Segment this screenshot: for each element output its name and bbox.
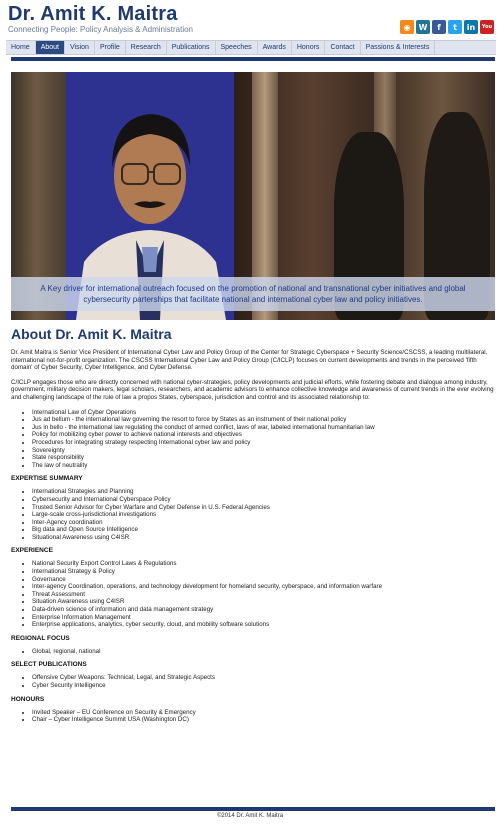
experience-heading: EXPERIENCE <box>11 547 53 555</box>
iclp-paragraph: C/ICLP engages those who are directly concerned with national cyber-strategies, policy developments and judicial efforts, while fostering debate and dialogue among industry, government, military decision makers, legal scholars, researchers, and academic advisors to enhance collective knowledge and awareness of current trends in the ever evolving and challenging landscape of the rule of law a propos States, cyberspace, jurisdiction and control and its associated relationship to: <box>11 378 494 401</box>
main-content <box>11 326 495 730</box>
experience-list <box>32 560 495 628</box>
list-item: • Situation Awareness using C4ISR <box>32 598 495 606</box>
list-item: • Inter-Agency coordination <box>32 519 495 527</box>
regional-focus-list <box>32 648 495 656</box>
twitter-icon[interactable]: t <box>448 20 462 34</box>
site-tagline: Connecting People: Policy Analysis & Administration <box>8 25 193 34</box>
list-item: • Inter-agency Coordination, operations, and technology development for homeland security, cyberspace, and information warfare <box>32 583 495 591</box>
list-item: • Big data and Open Source Intelligence <box>32 526 495 534</box>
nav-honors[interactable]: Honors <box>292 41 326 54</box>
topics-list <box>32 409 495 470</box>
list-item: • International Strategies and Planning <box>32 488 495 496</box>
nav-contact[interactable]: Contact <box>325 41 360 54</box>
list-item: • State responsibility <box>32 454 495 462</box>
hero-caption: A Key driver for international outreach focused on the promotion of national and transnational cyber initiatives and global cybersecurity parterships that facilitate national and international cyber law and policy initiatives. <box>11 277 495 311</box>
list-item: • Enterprise Information Management <box>32 614 495 622</box>
list-item: • Sovereignty <box>32 447 495 455</box>
list-item: • Data-driven science of information and data management strategy <box>32 606 495 614</box>
page-title: About Dr. Amit K. Maitra <box>11 326 172 342</box>
expertise-heading: EXPERTISE SUMMARY <box>11 475 83 483</box>
honours-heading: HONOURS <box>11 695 45 703</box>
nav-about[interactable]: About <box>36 41 65 54</box>
nav-awards[interactable]: Awards <box>258 41 292 54</box>
header-divider <box>11 57 495 61</box>
list-item: • Chair – Cyber Intelligence Summit USA (Washington DC) <box>32 716 495 724</box>
social-links <box>400 20 494 34</box>
nav-research[interactable]: Research <box>126 41 167 54</box>
rss-icon[interactable]: ◉ <box>400 20 414 34</box>
list-item: • Global, regional, national <box>32 648 495 656</box>
nav-profile[interactable]: Profile <box>95 41 126 54</box>
regional-focus-heading: REGIONAL FOCUS <box>11 634 70 642</box>
site-title[interactable]: Dr. Amit K. Maitra <box>8 3 178 25</box>
list-item: • International Strategy & Policy <box>32 568 495 576</box>
intro-paragraph: Dr. Amit Maitra is Senior Vice President of International Cyber Law and Policy Group of the Center for Strategic Cyberspace + Security Science/CSCSS, a leading multilateral, international not-for-profit organization. The CSCSS International Cyber Law and Policy Group (C/ICLP) focuses on current developments and trends in the perceived 'fifth domain' of Cyber Security, Cyber Intelligence, and Cyber Defense. <box>11 349 488 372</box>
list-item: • Procedures for integrating strategy respecting International cyber law and policy <box>32 439 495 447</box>
site-header <box>0 0 500 40</box>
list-item: • Invited Speaker – EU Conference on Security & Emergency <box>32 709 495 717</box>
nav-vision[interactable]: Vision <box>65 41 95 54</box>
list-item: • Policy for mobilizing cyber power to achieve national interests and objectives <box>32 431 495 439</box>
publications-list <box>32 674 495 689</box>
nav-speeches[interactable]: Speeches <box>216 41 258 54</box>
nav-passions-interests[interactable]: Passions & Interests <box>361 41 436 54</box>
list-item: • Cybersecurity and International Cyberspace Policy <box>32 496 495 504</box>
facebook-icon[interactable]: f <box>432 20 446 34</box>
list-item: • Trusted Senior Advisor for Cyber Warfare and Cyber Defense in U.S. Federal Agencies <box>32 504 495 512</box>
nav-publications[interactable]: Publications <box>167 41 216 54</box>
list-item: • The law of neutrality <box>32 462 495 470</box>
main-nav <box>6 40 496 55</box>
list-item: • Jus in bello - the international law regulating the conduct of armed conflict, laws of war, labeled international humanitarian law <box>32 424 495 432</box>
publications-heading: SELECT PUBLICATIONS <box>11 661 87 669</box>
copyright-text: ©2014 Dr. Amit K. Maitra <box>216 813 284 819</box>
linkedin-icon[interactable]: in <box>464 20 478 34</box>
list-item: • International Law of Cyber Operations <box>32 409 495 417</box>
nav-home[interactable]: Home <box>6 41 36 54</box>
wordpress-icon[interactable]: W <box>416 20 430 34</box>
list-item: • Jus ad bellum - the international law governing the resort to force by States as an instrument of their national policy <box>32 416 495 424</box>
honours-list <box>32 709 495 724</box>
list-item: • Governance <box>32 576 495 584</box>
list-item: • National Security Export Control Laws & Regulations <box>32 560 495 568</box>
youtube-icon[interactable]: You <box>480 20 494 34</box>
footer-divider <box>11 807 495 811</box>
list-item: • Enterprise applications, analytics, cyber security, cloud, and mobility software solutions <box>32 621 495 629</box>
list-item: • Situational Awareness using C4ISR <box>32 534 495 542</box>
list-item: • Offensive Cyber Weapons: Technical, Legal, and Strategic Aspects <box>32 674 495 682</box>
hero-banner <box>11 72 495 320</box>
expertise-list <box>32 488 495 541</box>
list-item: • Threat Assessment <box>32 591 495 599</box>
list-item: • Cyber Security Intelligence <box>32 682 495 690</box>
list-item: • Large-scale cross-jurisdictional investigations <box>32 511 495 519</box>
